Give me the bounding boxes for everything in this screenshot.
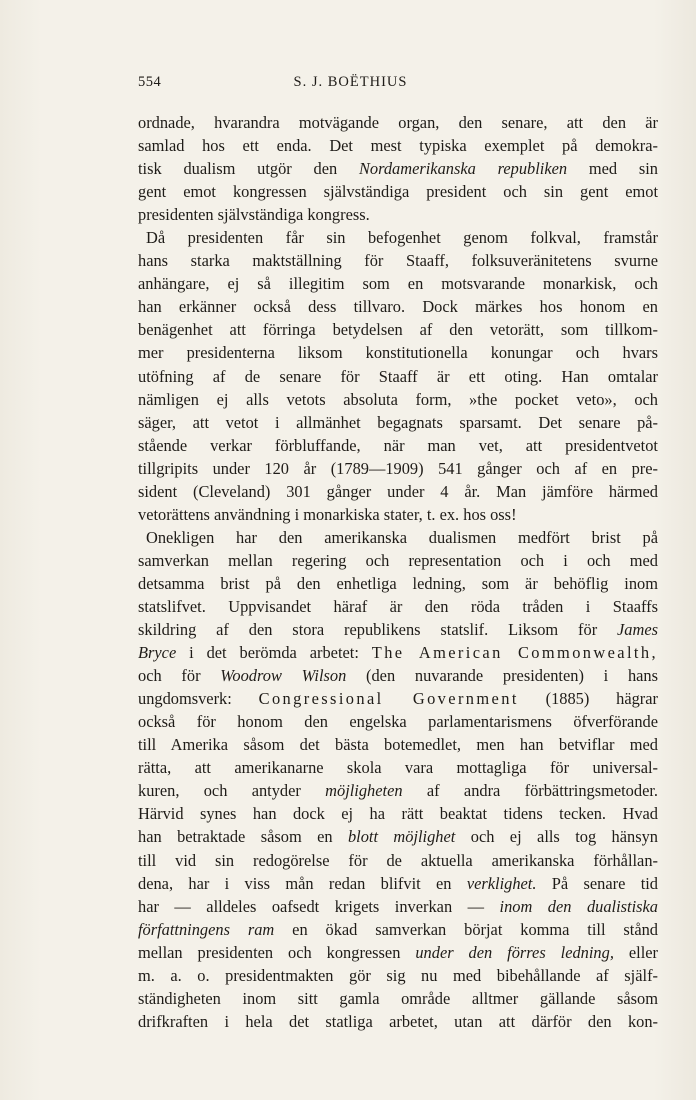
- text-segment: ungdomsverk:: [138, 689, 259, 709]
- text-line: [138, 249, 658, 272]
- text-line: [138, 595, 658, 618]
- italic-text: James: [617, 620, 658, 640]
- text-segment: anhängare, ej så illegitim som en motsvarande monarkisk, och: [138, 274, 658, 294]
- text-segment: statslifvet. Uppvisandet häraf är den röda tråden i Staaffs: [138, 596, 658, 616]
- text-segment: skildring af den stora republikens statslif. Liksom för: [138, 620, 618, 640]
- text-segment: nämligen ej alls vetots absoluta form, »the pocket veto», och: [138, 389, 658, 409]
- text-segment: stående verkar förbluffande, när man vet, att presidentvetot: [138, 435, 658, 455]
- italic-text: Woodrow Wilson: [220, 666, 347, 686]
- text-segment: och ej alls tog hänsyn: [455, 827, 658, 847]
- italic-text: möjligheten: [325, 781, 403, 801]
- text-segment: han erkänner också dess tillvaro. Dock märkes hos honom en: [138, 297, 658, 317]
- text-line: [138, 687, 658, 710]
- text-line: [138, 872, 658, 895]
- text-segment: gent emot kongressen självständiga president och sin gent emot: [138, 182, 658, 202]
- text-line: [138, 480, 658, 503]
- page-header: [138, 74, 563, 98]
- text-line: [138, 180, 658, 203]
- text-segment: drifkraften i hela det statliga arbetet, utan att därför den kon-: [138, 1011, 658, 1031]
- text-line: [138, 411, 658, 434]
- text-line: [138, 756, 658, 779]
- text-line: [138, 388, 658, 411]
- text-line: [138, 272, 658, 295]
- text-line: [138, 710, 658, 733]
- italic-text: Bryce: [138, 643, 177, 663]
- text-line: [138, 941, 658, 964]
- text-line: [138, 618, 658, 641]
- text-segment: till vid sin redogörelse för de aktuella amerikanska förhållan-: [138, 850, 658, 870]
- text-line: [138, 895, 658, 918]
- text-line: [138, 457, 658, 480]
- text-line: [138, 503, 658, 526]
- italic-text: blott möjlighet: [347, 827, 456, 847]
- text-segment: har — alldeles oafsedt krigets inverkan —: [138, 896, 500, 916]
- text-segment: kuren, och antyder: [138, 781, 326, 801]
- text-line: [138, 987, 658, 1010]
- body-text: [138, 111, 658, 1033]
- text-segment: ordnade, hvarandra motvägande organ, den senare, att den är: [138, 113, 658, 132]
- text-segment: benägenhet att förringa betydelsen af den vetorätt, som tillkom-: [138, 320, 658, 340]
- text-segment: (1885) hägrar: [518, 689, 658, 709]
- italic-text: verklighet.: [466, 873, 537, 893]
- text-segment: säger, att vetot i allmänhet begagnats sparsamt. Det senare på-: [138, 412, 658, 432]
- text-line: [138, 365, 658, 388]
- text-segment: (den nuvarande presidenten) i hans: [346, 666, 658, 686]
- text-line: [138, 134, 658, 157]
- text-segment: i det berömda arbetet:: [176, 643, 372, 663]
- text-line: [138, 526, 658, 549]
- text-segment: med sin: [567, 159, 658, 179]
- text-segment: På senare tid: [536, 873, 659, 893]
- text-line: [138, 918, 658, 941]
- running-head: S. J. BOËTHIUS: [293, 74, 408, 90]
- text-line: [138, 295, 658, 318]
- text-segment: en ökad samverkan börjat komma till stånd: [274, 919, 658, 939]
- italic-text: under den förres ledning,: [415, 942, 614, 962]
- text-segment: också för honom den engelska parlamentarismens öfverförande: [138, 712, 658, 732]
- spaced-text: The American Commonwealth,: [371, 643, 658, 663]
- text-line: [138, 226, 658, 249]
- text-line: [138, 641, 658, 664]
- text-line: [138, 849, 658, 872]
- spaced-text: Congressional Government: [258, 689, 519, 709]
- text-line: [138, 964, 658, 987]
- text-segment: tillgripits under 120 år (1789—1909) 541 gånger och af en pre-: [138, 458, 658, 478]
- text-segment: samverkan mellan regering och representation och i och med: [138, 550, 658, 570]
- text-segment: dena, har i viss mån redan blifvit en: [138, 873, 467, 893]
- text-segment: Härvid synes han dock ej ha rätt beaktat tidens tecken. Hvad: [138, 804, 658, 824]
- text-line: [138, 549, 658, 572]
- text-segment: rätta, att amerikanarne skola vara mottagliga för universal-: [138, 758, 658, 778]
- text-segment: utöfning af de senare för Staaff är ett oting. Han omtalar: [138, 366, 658, 386]
- text-line: [138, 802, 658, 825]
- text-line: [138, 434, 658, 457]
- text-segment: presidenten självständiga kongress.: [138, 205, 370, 225]
- text-segment: eller: [613, 942, 659, 962]
- text-line: [138, 203, 658, 226]
- text-segment: m. a. o. presidentmakten gör sig nu med bibehållande af själf-: [138, 965, 658, 985]
- text-segment: Onekligen har den amerikanska dualismen medfört brist på: [146, 527, 658, 547]
- text-line: [138, 157, 658, 180]
- text-line: [138, 572, 658, 595]
- text-line: [138, 825, 658, 848]
- text-segment: af andra förbättringsmetoder.: [402, 781, 658, 801]
- text-segment: vetorättens användning i monarkiska stater, t. ex. hos oss!: [138, 504, 517, 524]
- text-segment: detsamma brist på den enhetliga ledning, som är behöflig inom: [138, 573, 658, 593]
- text-line: [138, 664, 658, 687]
- text-segment: ständigheten inom sitt gamla område alltmer gällande såsom: [138, 988, 658, 1008]
- italic-text: författningens ram: [138, 919, 275, 939]
- text-segment: Då presidenten får sin befogenhet genom folkval, framstår: [146, 228, 658, 248]
- italic-text: inom den dualistiska: [499, 896, 658, 916]
- text-line: [138, 779, 658, 802]
- text-segment: sident (Cleveland) 301 gånger under 4 år. Man jämföre härmed: [138, 481, 658, 501]
- text-segment: hans starka maktställning för Staaff, folksuveränitetens svurne: [138, 251, 658, 271]
- italic-text: Nordamerikanska republiken: [358, 159, 568, 179]
- text-segment: mer presidenterna liksom konstitutionella konungar och hvars: [138, 343, 658, 363]
- text-line: [138, 733, 658, 756]
- page-number: 554: [138, 74, 162, 90]
- text-line: [138, 341, 658, 364]
- text-line: [138, 111, 658, 134]
- text-line: [138, 1010, 658, 1033]
- text-segment: mellan presidenten och kongressen: [138, 942, 416, 962]
- text-segment: till Amerika såsom det bästa botemedlet, men han betviflar med: [138, 735, 658, 755]
- text-segment: och för: [138, 666, 221, 686]
- text-segment: samlad hos ett enda. Det mest typiska exemplet på demokra-: [138, 136, 658, 156]
- text-segment: tisk dualism utgör den: [138, 159, 359, 179]
- text-segment: han betraktade såsom en: [138, 827, 348, 847]
- text-line: [138, 318, 658, 341]
